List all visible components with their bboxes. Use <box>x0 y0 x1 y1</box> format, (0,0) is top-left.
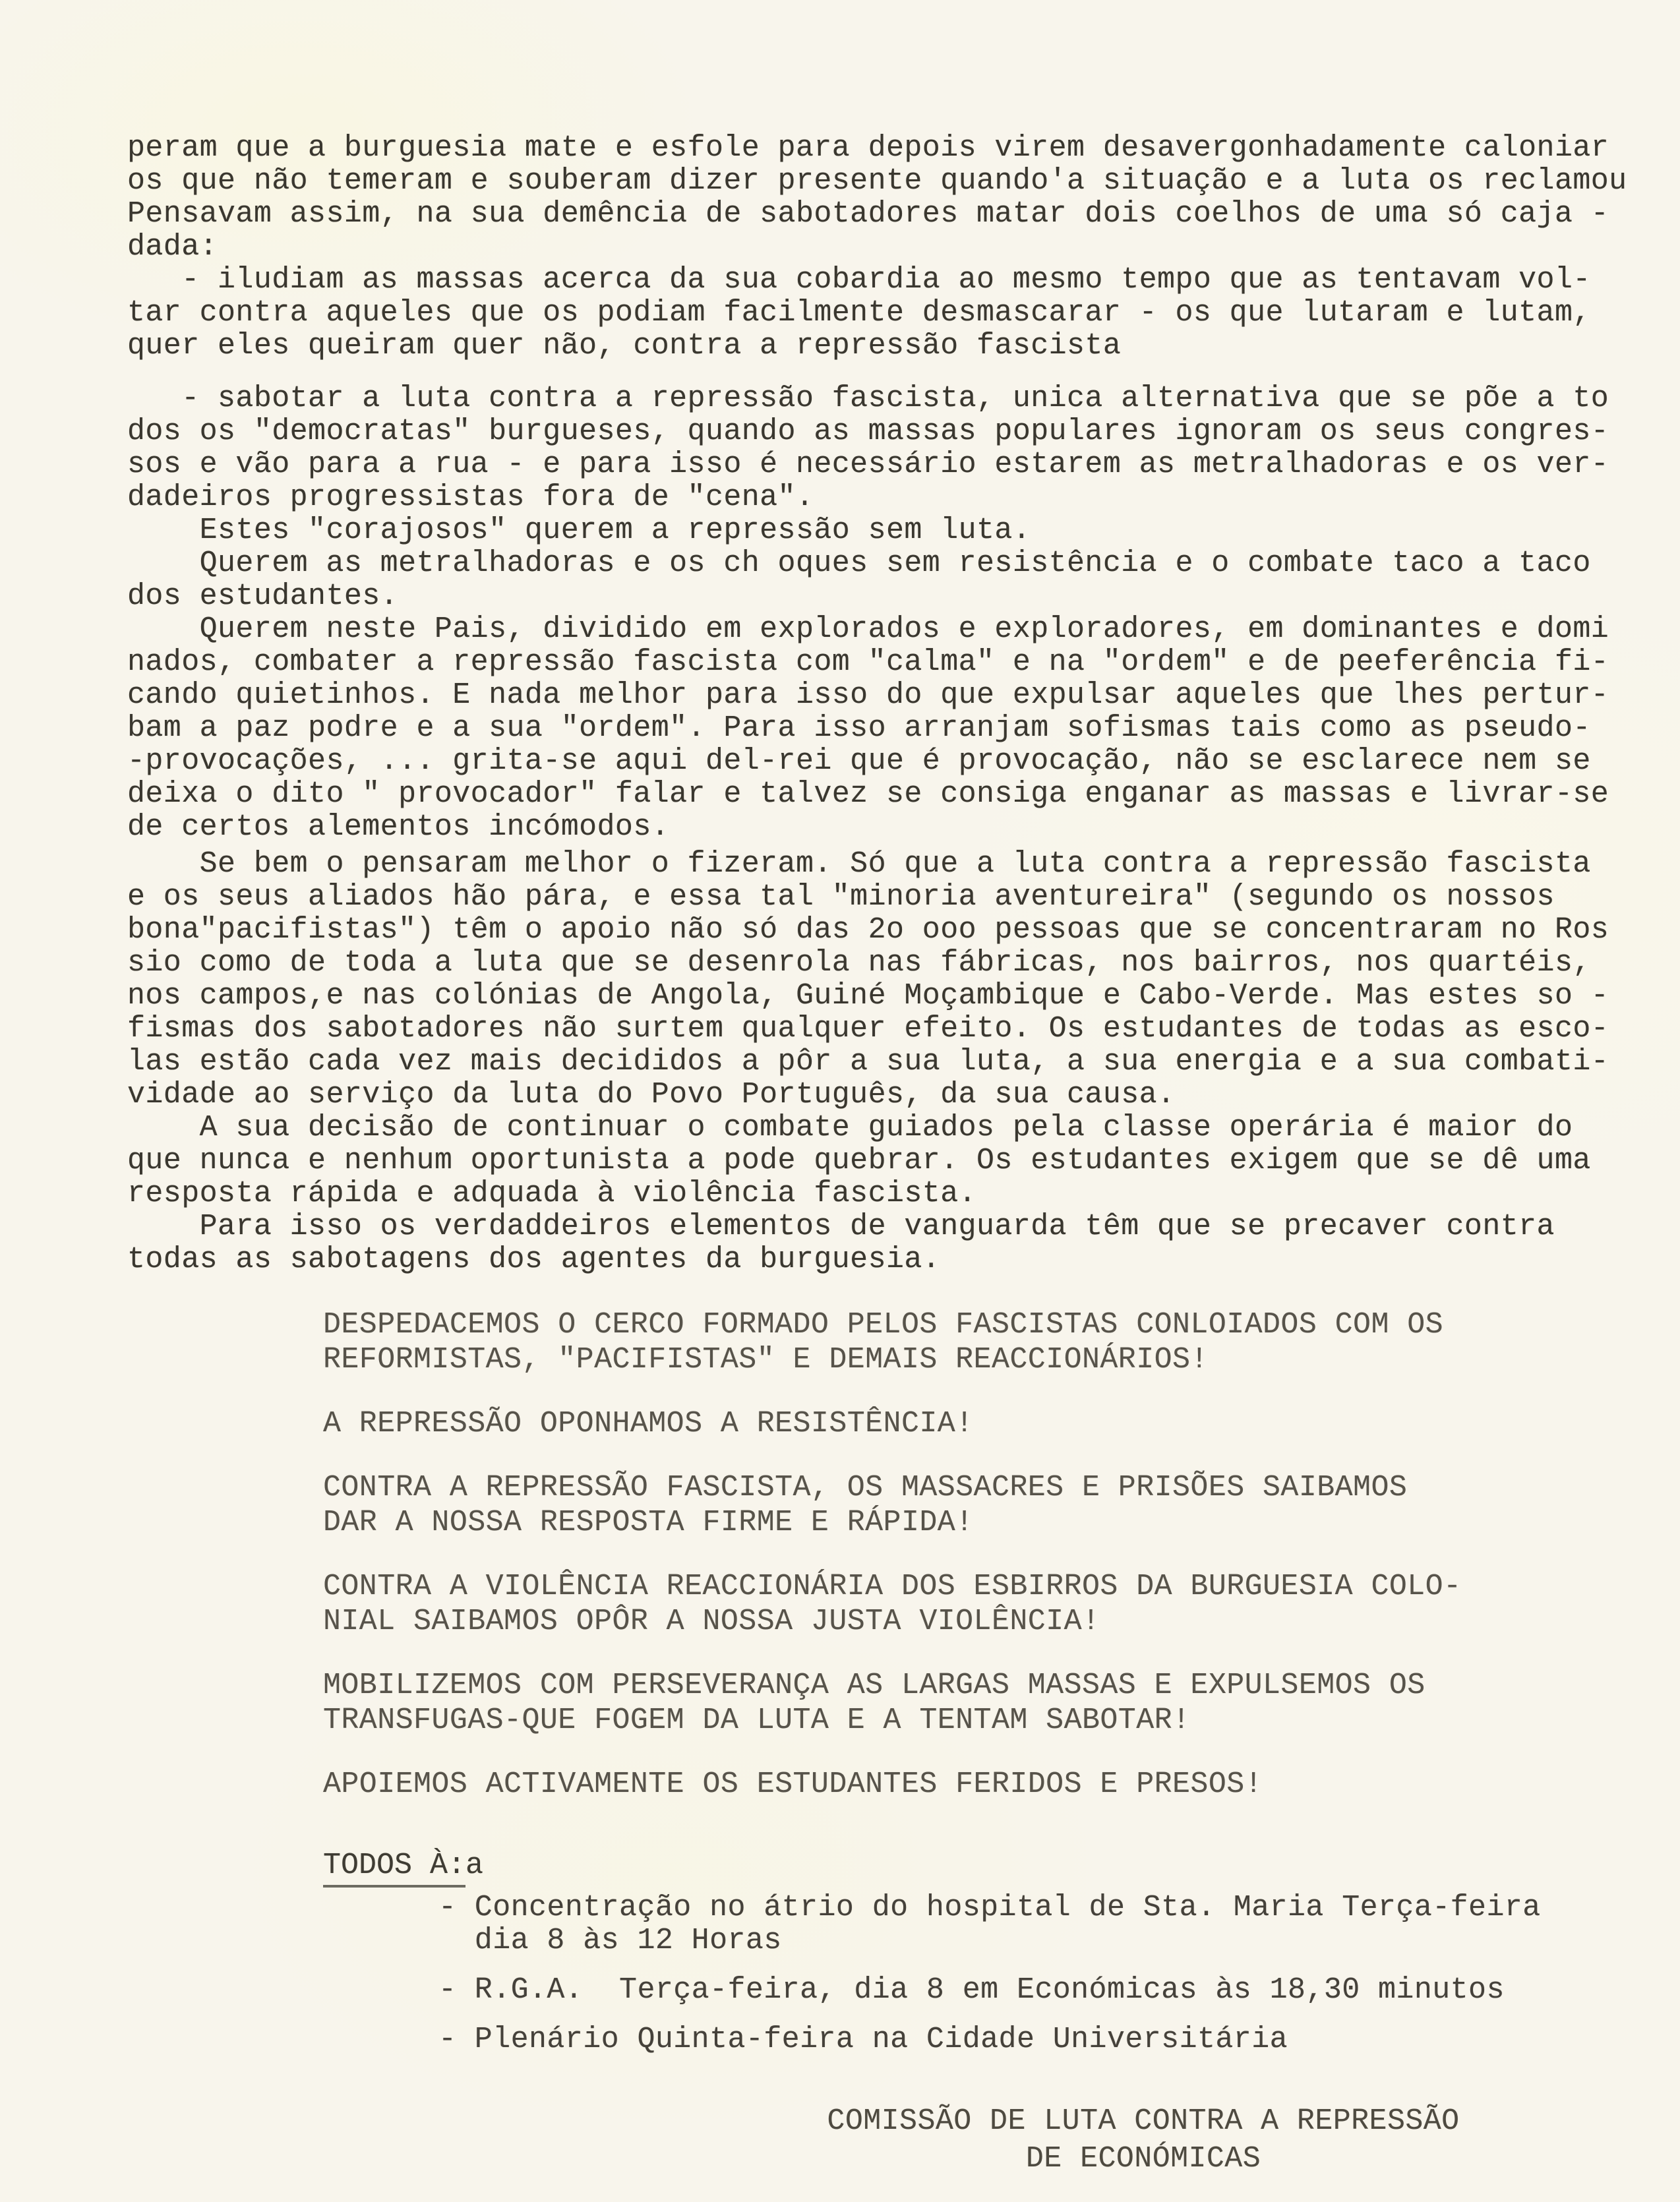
text-line: tar contra aqueles que os podiam facilmente desmascarar - os que lutaram e lutam, <box>127 296 1591 330</box>
text-line: Querem neste Pais, dividido em explorados e exploradores, em dominantes e domi <box>127 612 1609 646</box>
text-line: cando quietinhos. E nada melhor para isso do que expulsar aqueles que lhes pertur- <box>127 678 1609 712</box>
text-line: TRANSFUGAS-QUE FOGEM DA LUTA E A TENTAM SABOTAR! <box>323 1704 1191 1737</box>
text-line: MOBILIZEMOS COM PERSEVERANÇA AS LARGAS MASSAS E EXPULSEMOS OS <box>323 1669 1425 1702</box>
text-line: Se bem o pensaram melhor o fizeram. Só que a luta contra a repressão fascista <box>127 847 1591 881</box>
text-line: nados, combater a repressão fascista com "calma" e na "ordem" e de peeferência fi- <box>127 645 1609 679</box>
text-line: - Plenário Quinta-feira na Cidade Universitária <box>438 2023 1288 2056</box>
text-line: -provocações, ... grita-se aqui del-rei que é provocação, não se esclarece nem se <box>127 744 1591 778</box>
text-line: de certos alementos incómodos. <box>127 810 670 844</box>
text-line: nos campos,e nas colónias de Angola, Guiné Moçambique e Cabo-Verde. Mas estes so - <box>127 979 1609 1013</box>
paragraph-bullet-iludiam <box>127 264 1621 363</box>
paragraph-intro <box>127 131 1627 264</box>
text-line: Pensavam assim, na sua demência de sabotadores matar dois coelhos de uma só caja - <box>127 197 1609 231</box>
text-line: Querem as metralhadoras e os ch oques sem resistência e o combate taco a taco <box>127 547 1591 580</box>
text-line: dos os "democratas" burgueses, quando as massas populares ignoram os seus congres- <box>127 415 1609 448</box>
text-line: dada: <box>127 230 218 264</box>
text-line: todas as sabotagens dos agentes da burguesia. <box>127 1243 941 1276</box>
text-line: deixa o dito " provocador" falar e talvez se consiga enganar as massas e livrar-se <box>127 777 1609 811</box>
text-line: DESPEDACEMOS O CERCO FORMADO PELOS FASCISTAS CONLOIADOS COM OS <box>323 1308 1444 1342</box>
text-line: sio como de toda a luta que se desenrola nas fábricas, nos bairros, nos quartéis, <box>127 946 1591 980</box>
text-line: Para isso os verdaddeiros elementos de vanguarda têm que se precaver contra <box>127 1210 1555 1243</box>
text-line: NIAL SAIBAMOS OPÔR A NOSSA JUSTA VIOLÊNCIA! <box>323 1605 1100 1638</box>
paragraph-bullet-sabotar <box>127 382 1621 613</box>
text-line: APOIEMOS ACTIVAMENTE OS ESTUDANTES FERIDOS E PRESOS! <box>323 1768 1263 1801</box>
text-line: - iludiam as massas acerca da sua cobardia ao mesmo tempo que as tentavam vol- <box>127 263 1591 297</box>
text-line: DAR A NOSSA RESPOSTA FIRME E RÁPIDA! <box>323 1506 974 1539</box>
text-line: - sabotar a luta contra a repressão fascista, unica alternativa que se põe a to <box>127 382 1609 415</box>
slogan-contra-violencia-reaccionaria <box>323 1569 1621 1639</box>
text-line: dos estudantes. <box>127 580 399 613</box>
slogan-repressao-resistencia <box>323 1406 1621 1441</box>
text-line: sos e vão para a rua - e para isso é necessário estarem as metralhadoras e os ver- <box>127 448 1609 481</box>
text-line: os que não temeram e souberam dizer presente quando'a situação e a luta os reclamou <box>127 164 1627 198</box>
text-line: A REPRESSÃO OPONHAMOS A RESISTÊNCIA! <box>323 1407 974 1441</box>
text-line: bam a paz podre e a sua "ordem". Para isso arranjam sofismas tais como as pseudo- <box>127 711 1591 745</box>
call-to-action-heading-suffix: a <box>465 1849 484 1882</box>
text-line: A sua decisão de continuar o combate guiados pela classe operária é maior do <box>127 1111 1573 1145</box>
signature <box>820 2102 1466 2178</box>
paragraph-querem-neste-pais <box>127 613 1621 844</box>
text-line: Estes "corajosos" querem a repressão sem luta. <box>127 514 1031 547</box>
text-line: REFORMISTAS, "PACIFISTAS" E DEMAIS REACCIONÁRIOS! <box>323 1343 1209 1377</box>
text-line: - R.G.A. Terça-feira, dia 8 em Económicas às 18,30 minutos <box>438 1973 1505 2007</box>
event-concentracao-hospital <box>438 1891 1621 1957</box>
text-line: - Concentração no átrio do hospital de Sta. Maria Terça-feira <box>438 1891 1541 1924</box>
text-line: resposta rápida e adquada à violência fascista. <box>127 1177 977 1210</box>
event-rga-economicas <box>438 1974 1621 2007</box>
text-line: CONTRA A VIOLÊNCIA REACCIONÁRIA DOS ESBIRROS DA BURGUESIA COLO- <box>323 1570 1462 1603</box>
text-line: quer eles queiram quer não, contra a repressão fascista <box>127 329 1122 363</box>
call-to-action-heading-line <box>323 1848 1621 1888</box>
slogan-block <box>323 1307 1621 1802</box>
slogan-contra-repressao-fascista <box>323 1470 1621 1540</box>
text-line: fismas dos sabotadores não surtem qualquer efeito. Os estudantes de todas as esco- <box>127 1012 1609 1046</box>
text-line: DE ECONÓMICAS <box>1025 2142 1261 2176</box>
text-line: dia 8 às 12 Horas <box>438 1924 782 1957</box>
slogan-mobilizemos <box>323 1668 1621 1738</box>
text-line: peram que a burguesia mate e esfole para depois virem desavergonhadamente caloniar <box>127 131 1609 165</box>
slogan-despedacemos <box>323 1307 1621 1377</box>
text-line: CONTRA A REPRESSÃO FASCISTA, OS MASSACRES E PRISÕES SAIBAMOS <box>323 1471 1408 1504</box>
text-line: bona"pacifistas") têm o apoio não só das 2o ooo pessoas que se concentraram no Ros <box>127 913 1609 947</box>
paragraph-se-bem-pensaram <box>127 848 1621 1276</box>
call-to-action-heading: TODOS À: <box>323 1848 465 1888</box>
text-line: que nunca e nenhum oportunista a pode quebrar. Os estudantes exigem que se dê uma <box>127 1144 1591 1177</box>
event-list <box>438 1891 1621 2056</box>
event-plenario-cidade-universitaria <box>438 2023 1621 2056</box>
slogan-apoiemos <box>323 1767 1621 1802</box>
text-line: las estão cada vez mais decididos a pôr a sua luta, a sua energia e a sua combati- <box>127 1045 1609 1079</box>
text-line: vidade ao serviço da luta do Povo Português, da sua causa. <box>127 1078 1176 1112</box>
text-line: COMISSÃO DE LUTA CONTRA A REPRESSÃO <box>827 2104 1460 2138</box>
text-line: dadeiros progressistas fora de "cena". <box>127 481 814 514</box>
text-line: e os seus aliados hão pára, e essa tal "minoria aventureira" (segundo os nossos <box>127 880 1555 914</box>
